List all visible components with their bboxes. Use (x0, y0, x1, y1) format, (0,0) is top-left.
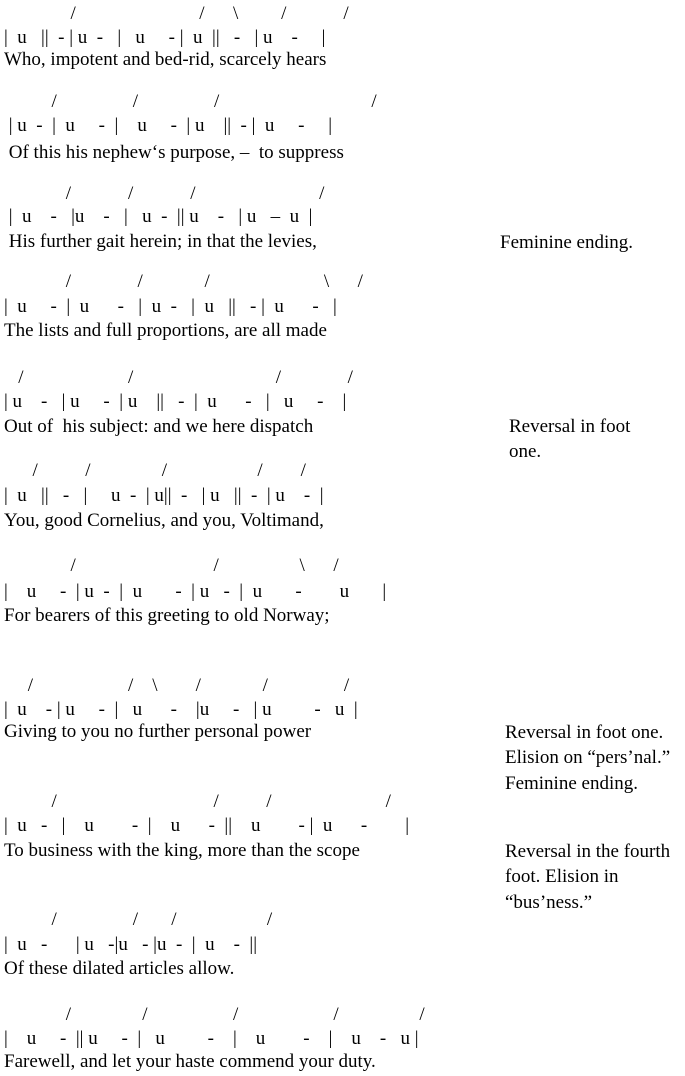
verse-line: Who, impotent and bed-rid, scarcely hears (4, 49, 327, 70)
scansion-line: | u - | u -|u - |u - | u - || (4, 934, 258, 955)
verse-line: Farewell, and let your haste commend your duty. (4, 1051, 376, 1072)
verse-line: To business with the king, more than the scope (4, 840, 360, 861)
stress-marks: / / \ / / (4, 3, 349, 24)
verse-line: The lists and full proportions, are all made (4, 320, 327, 341)
stress-marks: / / / / / (4, 1004, 425, 1025)
verse-line: Of these dilated articles allow. (4, 958, 235, 979)
scansion-line: | u - | u - | u - || u - | u - | (4, 815, 410, 836)
verse-line: His further gait herein; in that the levies, (4, 231, 317, 252)
scansion-line: | u - || u - | u - | u - | u - u | (4, 1028, 419, 1049)
verse-line: For bearers of this greeting to old Norway; (4, 605, 330, 626)
verse-line: Out of his subject: and we here dispatch (4, 416, 314, 437)
stress-marks: / / / / (4, 791, 391, 812)
stress-marks: / / \ / / / (4, 675, 350, 696)
stress-marks: / / / / (4, 367, 353, 388)
annotation-note: Reversal in foot one. Elision on “pers’nal.” Feminine ending. (505, 722, 671, 794)
verse-line: Of this his nephewʻs purpose, – to suppress (4, 142, 344, 163)
annotation-note: Reversal in the fourth foot. Elision in “bus’ness.” (505, 841, 671, 913)
scansion-line: | u - | u - | u - | u || - | u - | (4, 296, 337, 317)
scansion-line: | u - | u - | u - | u || - | u - | (4, 115, 333, 136)
stress-marks: / / / / (4, 909, 273, 930)
scansion-line: | u - |u - | u - || u - | u – u | (4, 206, 313, 227)
annotation-note: Feminine ending. (500, 232, 633, 253)
annotation-note: Reversal in foot one. (509, 416, 631, 463)
scansion-line: | u - | u - | u - |u - | u - u | (4, 699, 358, 720)
stress-marks: / / \ / (4, 555, 339, 576)
stress-marks: / / / / (4, 183, 325, 204)
verse-line: Giving to you no further personal power (4, 721, 312, 742)
stress-marks: / / / \ / (4, 271, 363, 292)
scansion-line: | u || - | u - | u|| - | u || - | u - | (4, 485, 324, 506)
scansion-line: | u - | u - | u - | u - | u - u | (4, 581, 387, 602)
verse-line: You, good Cornelius, and you, Voltimand, (4, 510, 324, 531)
scansion-line: | u - | u - | u || - | u - | u - | (4, 391, 347, 412)
scansion-line: | u || - | u - | u - | u || - | u - | (4, 27, 326, 48)
stress-marks: / / / / (4, 91, 377, 112)
stress-marks: / / / / / (4, 460, 306, 481)
